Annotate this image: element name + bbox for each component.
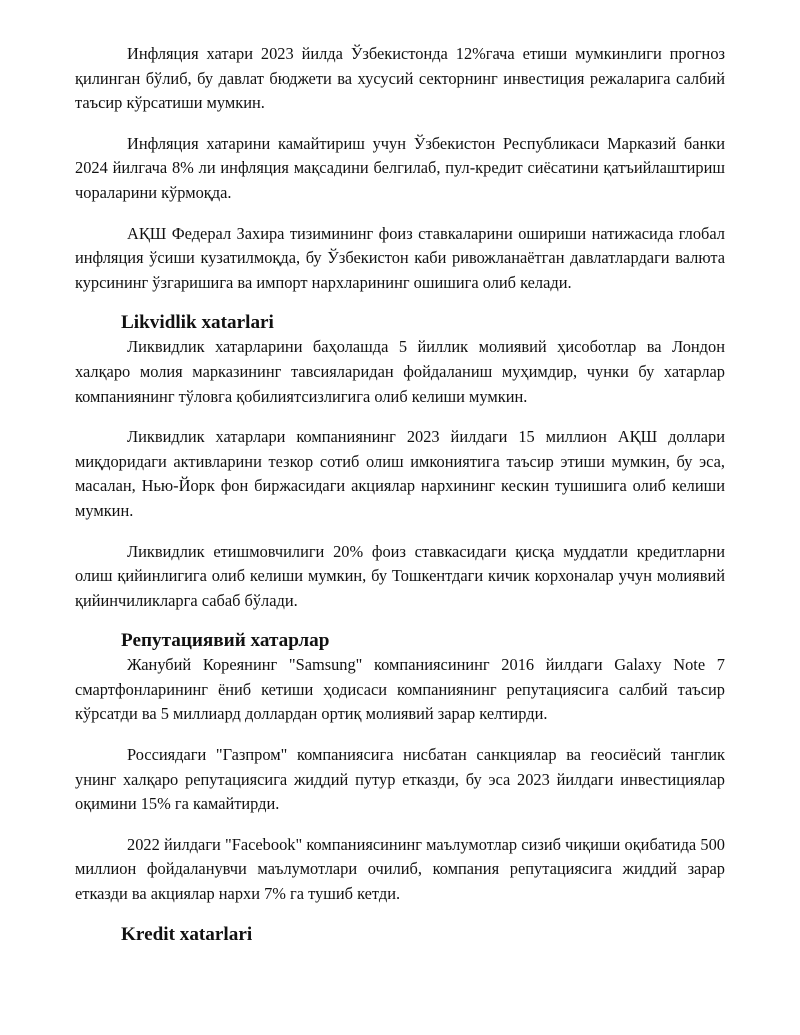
paragraph-liquidity-assets: Ликвидлик хатарлари компаниянинг 2023 йилдаги 15 миллион АҚШ доллари миқдоридаги активларини тезкор сотиб олиш имкониятига таъсир этиши мумкин, бу эса, масалан, Нью-Йорк фон биржасидаги акциялар нархининг кескин тушишига олиб келиши мумкин. [75,427,725,520]
paragraph-inflation-central-bank: Инфляция хатарини камайтириш учун Ўзбекистон Республикаси Марказий банки 2024 йилгача 8% ли инфляция мақсадини белгилаб, пул-кредит сиёсатини қатъийлаштириш чораларини кўрмоқда. [75,133,725,202]
heading-credit-risks: Kredit xatarlari [121,923,253,945]
paragraph-inflation-forecast: Инфляция хатари 2023 йилда Ўзбекистонда 12%гача етиши мумкинлиги прогноз қилинган бўлиб, бу давлат бюджети ва хусусий секторнинг инвестиция режаларига салбий таъсир кўрсатиши мумкин. [75,44,725,113]
heading-liquidity-risks: Likvidlik xatarlari [121,312,274,334]
paragraph-inflation-fed: АҚШ Федерал Захира тизимининг фоиз ставкаларини ошириши натижасида глобал инфляция ўсиши кузатилмоқда, бу Ўзбекистон каби ривожланаётган давлатлардаги валюта курсининг ўзгаришига ва импорт нархларининг ошишига олиб келади. [75,223,725,292]
paragraph-reputation-gazprom: Россиядаги "Газпром" компаниясига нисбатан санкциялар ва геосиёсий танглик унинг халқаро репутациясига жиддий путур етказди, бу эса 2023 йилдаги инвестициялар оқимини 15% га камайтирди. [75,745,725,814]
paragraph-reputation-facebook: 2022 йилдаги "Facebook" компаниясининг маълумотлар сизиб чиқиши оқибатида 500 миллион фойдаланувчи маълумотлари очилиб, компания репутациясига жиддий зарар етказди ва акциялар нархи 7% га тушиб кетди. [75,834,725,904]
document-page [75,42,725,947]
paragraph-liquidity-assessment: Ликвидлик хатарларини баҳолашда 5 йиллик молиявий ҳисоботлар ва Лондон халқаро молия марказининг тавсияларидан фойдаланиш муҳимдир, чунки бу хатарлар компаниянинг тўловга қобилиятсизлигига олиб келиши мумкин. [75,337,725,406]
paragraph-reputation-samsung: Жанубий Кореянинг "Samsung" компаниясининг 2016 йилдаги Galaxy Note 7 смартфонларининг ёниб кетиши ҳодисаси компаниянинг репутациясига салбий таъсир кўрсатди ва 5 миллиард доллардан ортиқ молиявий зарар келтирди. [75,655,725,724]
heading-reputational-risks: Репутациявий хатарлар [121,630,330,652]
paragraph-liquidity-shortage: Ликвидлик етишмовчилиги 20% фоиз ставкасидаги қисқа муддатли кредитларни олиш қийинлигига олиб келиши мумкин, бу Тошкентдаги кичик корхоналар учун молиявий қийинчиликларга сабаб бўлади. [75,541,725,610]
